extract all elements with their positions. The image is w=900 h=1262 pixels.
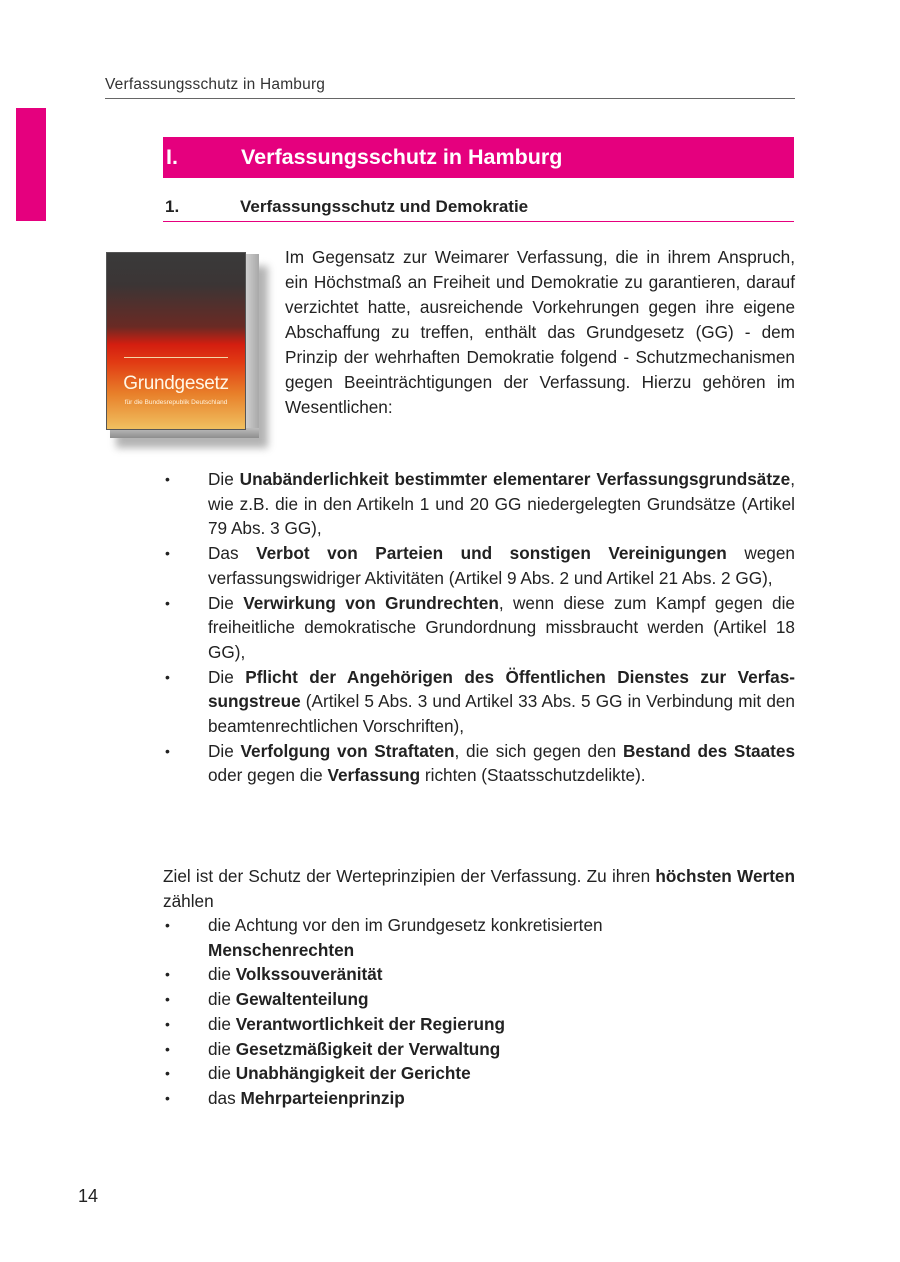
list-item: • die Volkssouveränität (163, 962, 795, 987)
bullet-icon: • (165, 742, 170, 759)
list-item: • das Mehrparteienprinzip (163, 1086, 795, 1111)
list-item: • Die Unabänderlichkeit bestimmter elementarer Verfassungsgrundsätze, wie z.B. die in den Artikeln 1 und 20 GG niedergelegten Grundsätze (Artikel 79 Abs. 3 GG), (165, 469, 795, 539)
list-item: • die Gewaltenteilung (163, 987, 795, 1012)
chapter-title: Verfassungsschutz in Hamburg (241, 145, 563, 169)
page-number: 14 (78, 1186, 99, 1206)
bullet-icon: • (165, 668, 170, 685)
header-rule (105, 98, 795, 99)
bullet-icon: • (165, 1065, 170, 1082)
list-item: • Das Verbot von Parteien und sonstigen Vereinigungen wegen verfassungswidriger Aktivitäten (Artikel 9 Abs. 2 und Artikel 21 Abs. 2 GG), (165, 543, 795, 588)
book-subtitle: für die Bundesrepublik Deutschland (124, 399, 228, 406)
chapter-number: I. (166, 145, 178, 169)
section-title: Verfassungsschutz und Demokratie (240, 197, 529, 216)
book-title: Grundgesetz (123, 373, 229, 394)
bullet-icon: • (165, 1015, 170, 1032)
running-title: Verfassungsschutz in Hamburg (105, 76, 326, 93)
list-item: • Die Verwirkung von Grundrechten, wenn diese zum Kampf gegen die freiheitliche demokratische Grundordnung missbraucht werden (Artikel 18 GG), (165, 592, 795, 662)
bullet-icon: • (165, 471, 170, 487)
chapter-heading (163, 137, 794, 178)
bullet-icon: • (165, 1040, 170, 1057)
grundgesetz-book-image (104, 250, 274, 450)
bullet-icon: • (165, 917, 170, 933)
section-number: 1. (165, 197, 180, 216)
bullet-icon: • (165, 1089, 170, 1106)
values-list (163, 913, 795, 1111)
list-item: • die Unabhängigkeit der Gerichte (163, 1061, 795, 1086)
book-cover (106, 252, 246, 430)
bullet-icon: • (165, 545, 170, 562)
list-item: • Die Verfolgung von Straftaten, die sich gegen den Bestand des Staates oder gegen die Verfassung richten (Staatsschutzdelikte). (165, 740, 796, 786)
bullet-icon: • (165, 966, 170, 983)
intro-paragraph: Im Gegensatz zur Weimarer Verfassung, die in ihrem Anspruch, ein Höchstmaß an Freiheit und Demokratie zu garantieren, darauf verzichtet hatte, ausreichende Vorkehrungen gegen ihre eigene Abschaffung zu treffen, enthält das Grundgesetz (GG) - dem Prinzip der wehrhaften Demokratie folgend - Schutzmechanismen gegen Beeinträchtigungen der Verfassung. Hierzu gehören im Wesentlichen: (285, 247, 795, 417)
goal-paragraph: Ziel ist der Schutz der Werteprinzipien der Verfassung. Zu ihren höchsten Werten zählen (163, 866, 795, 911)
protections-list (163, 467, 795, 788)
list-item: • die Verantwortlichkeit der Regierung (163, 1012, 795, 1037)
list-item: • die Gesetzmäßigkeit der Verwaltung (163, 1037, 795, 1062)
chapter-side-tab (16, 108, 46, 221)
bullet-icon: • (165, 991, 170, 1008)
section-heading (163, 197, 794, 222)
bullet-icon: • (165, 594, 170, 611)
list-item: • Die Pflicht der Angehörigen des Öffentlichen Dienstes zur Verfassungstreue (Artikel 5 Abs. 3 und Artikel 33 Abs. 5 GG in Verbindung mit den beamtenrechtlichen Vorschriften), (165, 666, 795, 737)
list-item: • die Achtung vor den im Grundgesetz konkretisierten Menschenrechten (165, 915, 603, 960)
